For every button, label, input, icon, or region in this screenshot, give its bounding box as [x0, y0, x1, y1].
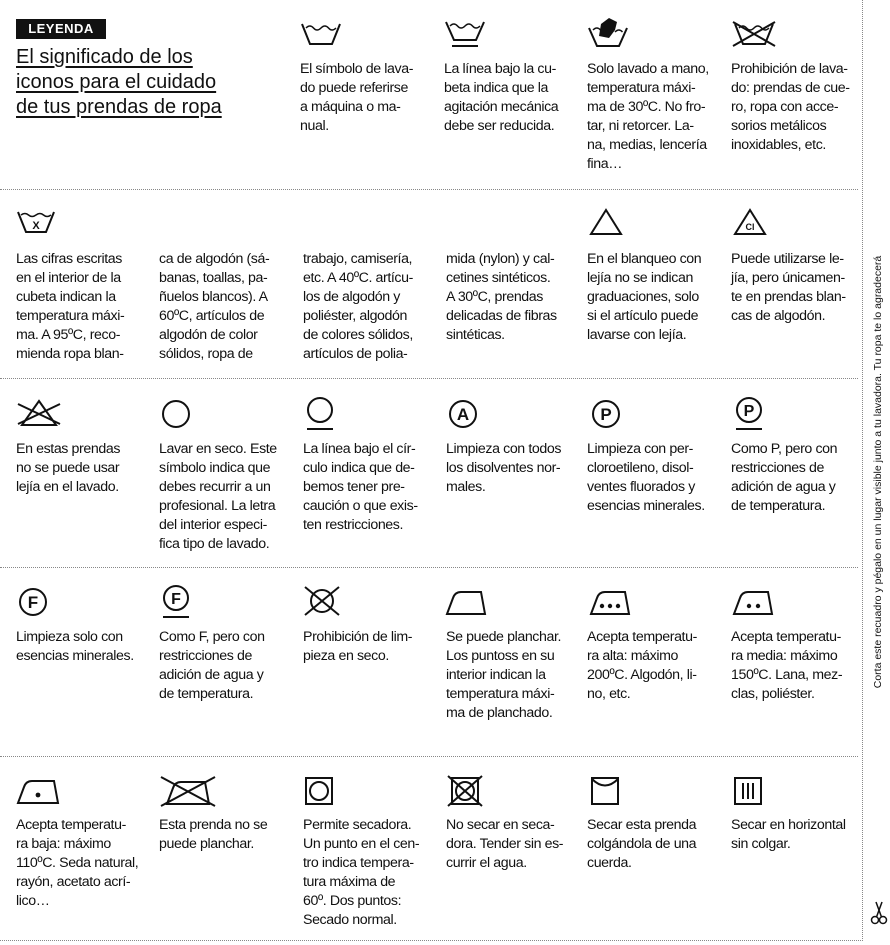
hand-wash-icon	[587, 16, 629, 50]
tumble-dry-icon	[304, 776, 334, 806]
iron-high-text: Acepta temperatu- ra alta: máximo 200ºC. Algodón, li- no, etc.	[587, 629, 697, 702]
chlorine-label: Cl	[745, 222, 755, 232]
temperature-text-4: mida (nylon) y cal- cetines sintéticos. A 30ºC, prendas delicadas de fibras sintéticas.	[446, 251, 557, 343]
dry-clean-f-text: Limpieza solo con esencias minerales.	[16, 629, 134, 664]
dry-clean-f-underline-label: F	[171, 591, 181, 608]
no-wash-icon	[731, 20, 777, 48]
no-tumble-dry-text: No secar en seca- dora. Tender sin es- currir el agua.	[446, 817, 564, 871]
dry-clean-p-underline-text: Como P, pero con restricciones de adición de agua y de temperatura.	[731, 441, 838, 514]
washtub-underline-text: La línea bajo la cu- beta indica que la agitación mecánica debe ser reducida.	[444, 61, 559, 134]
no-iron-text: Esta prenda no se puede planchar.	[159, 817, 268, 852]
dry-clean-icon	[160, 398, 192, 430]
no-dry-clean-text: Prohibición de lim- pieza en seco.	[303, 629, 413, 664]
bleach-icon	[589, 208, 623, 236]
temperature-text-1: Las cifras escritas en el interior de la cubeta indican la temperatura máxi- ma. A 95ºC, reco- mienda ropa blan-	[16, 251, 125, 362]
iron-low-icon	[16, 777, 62, 805]
no-bleach-icon	[16, 398, 62, 428]
tumble-dry-text: Permite secadora. Un punto en el cen- tro indica tempera- tura máxima de 60º. Dos puntos: Secado normal.	[303, 817, 420, 928]
washtub-underline-icon	[444, 20, 486, 50]
dry-clean-a-icon	[447, 398, 479, 430]
washtub-icon	[300, 20, 342, 48]
iron-icon	[445, 588, 489, 616]
flat-dry-text: Secar en horizontal sin colgar.	[731, 817, 846, 852]
chlorine-bleach-icon	[733, 208, 767, 236]
bleach-text: En el blanqueo con lejía no se indican graduaciones, solo si el artículo puede lavarse con lejía.	[587, 251, 702, 343]
row-separator	[0, 756, 858, 757]
dry-clean-p-icon	[590, 398, 622, 430]
iron-low-text: Acepta temperatu- ra baja: máximo 110ºC. Seda natural, rayón, acetato acrí- lico…	[16, 817, 139, 909]
iron-text: Se puede planchar. Los puntoss en su interior indican la temperatura máxi- ma de planchado.	[446, 629, 562, 721]
dry-clean-underline-icon	[304, 396, 336, 432]
row-separator	[0, 567, 858, 568]
temperature-text-2: ca de algodón (sá- banas, toallas, pa- ñuelos blancos). A 60ºC, artículos de algodón de color sólidos, ropa de	[159, 251, 270, 362]
row-separator	[0, 378, 858, 379]
iron-high-icon	[589, 588, 633, 616]
iron-medium-text: Acepta temperatu- ra media: máximo 150ºC. Lana, mez- clas, poliéster.	[731, 629, 843, 702]
dry-clean-f-label: F	[27, 593, 39, 612]
line-dry-icon	[590, 776, 620, 806]
legend-title: El significado de los iconos para el cuidado de tus prendas de ropa	[16, 46, 222, 118]
dry-clean-f-underline-text: Como F, pero con restricciones de adición de agua y de temperatura.	[159, 629, 265, 702]
line-dry-text: Secar esta prenda colgándola de una cuerda.	[587, 817, 697, 871]
washtub-text: El símbolo de lava- do puede referirse a máquina o ma- nual.	[300, 61, 414, 134]
chlorine-bleach-text: Puede utilizarse le- jía, pero únicamen- te en prendas blan- cas de algodón.	[731, 251, 846, 324]
dry-clean-a-label: A	[456, 405, 470, 424]
flat-dry-icon	[733, 776, 763, 806]
scissors-icon	[870, 900, 888, 926]
washtub-temperature-icon	[16, 208, 56, 236]
no-bleach-text: En estas prendas no se puede usar lejía en el lavado.	[16, 441, 121, 495]
dry-clean-p-underline-label: P	[743, 403, 755, 420]
dry-clean-p-text: Limpieza con per- cloroetileno, disol- ventes fluorados y esencias minerales.	[587, 441, 705, 514]
no-wash-text: Prohibición de lava- do: prendas de cue- ro, ropa con acce- sorios metálicos inoxidables, etc.	[731, 61, 850, 153]
no-iron-icon	[159, 774, 217, 808]
washtub-temperature-label: X	[32, 220, 40, 232]
legend-badge: LEYENDA	[16, 19, 106, 39]
dry-clean-p-underline-icon	[733, 396, 765, 432]
no-tumble-dry-icon	[445, 774, 485, 808]
side-note: Corta este recuadro y pégalo en un lugar visible junto a tu lavadora. Tu ropa te lo agradecerá	[872, 255, 884, 689]
temperature-text-3: trabajo, camisería, etc. A 40ºC. artícu- los de algodón y poliéster, algodón de colores sólidos, artículos de polia-	[303, 251, 413, 362]
no-dry-clean-icon	[302, 584, 342, 618]
dry-clean-text: Lavar en seco. Este símbolo indica que debes recurrir a un profesional. La letra del interior especi- fica tipo de lavado.	[159, 441, 277, 552]
dry-clean-p-label: P	[600, 405, 612, 424]
hand-wash-text: Solo lavado a mano, temperatura máxi- ma de 30ºC. No fro- tar, ni retorcer. La- na, medias, lencería fina…	[587, 61, 709, 172]
dry-clean-f-underline-icon	[160, 584, 192, 620]
dry-clean-a-text: Limpieza con todos los disolventes nor- males.	[446, 441, 562, 495]
dry-clean-underline-text: La línea bajo el cír- culo indica que de- bemos tener pre- caución o que exis- ten restricciones.	[303, 441, 418, 533]
dry-clean-f-icon	[17, 586, 49, 618]
row-separator	[0, 189, 858, 190]
iron-medium-icon	[732, 588, 776, 616]
